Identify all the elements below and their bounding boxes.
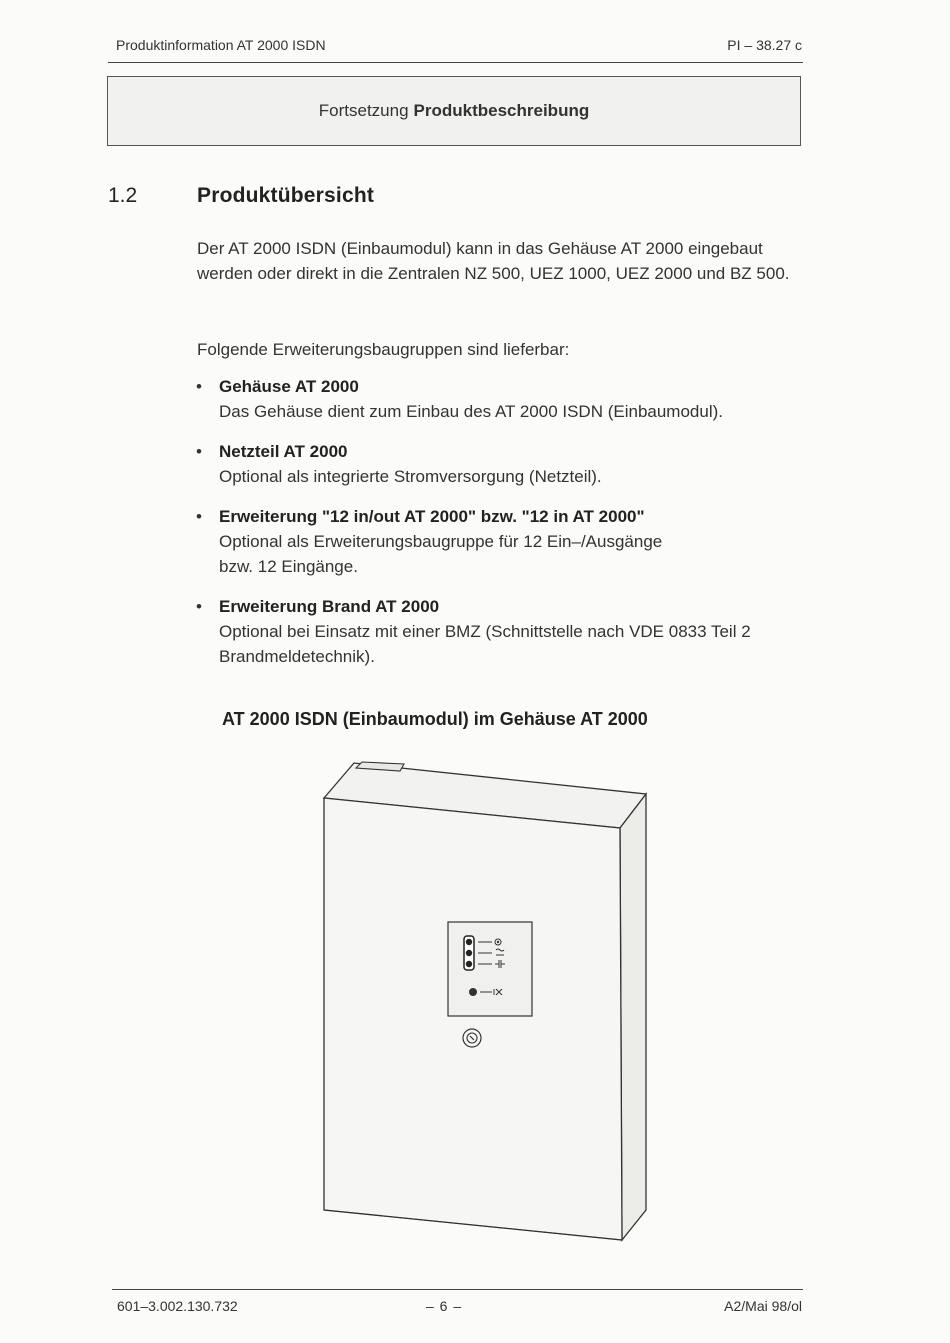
list-item bbox=[195, 374, 815, 424]
list-intro: Folgende Erweiterungsbaugruppen sind lieferbar: bbox=[197, 340, 570, 359]
header-doc-number: PI – 38.27 c bbox=[727, 37, 802, 53]
item-title: Erweiterung Brand AT 2000 bbox=[219, 597, 440, 616]
indicator-panel bbox=[448, 922, 532, 1016]
item-description: Optional als Erweiterungsbaugruppe für 12 Ein–/Ausgänge bzw. 12 Eingänge. bbox=[219, 532, 663, 576]
item-title: Netzteil AT 2000 bbox=[219, 442, 348, 461]
section-number: 1.2 bbox=[108, 184, 138, 207]
bullet-icon: • bbox=[196, 507, 202, 526]
footer-page-number: – 6 – bbox=[426, 1298, 463, 1314]
item-description: Optional bei Einsatz mit einer BMZ (Schnittstelle nach VDE 0833 Teil 2 Brandmeldetechnik). bbox=[219, 622, 751, 666]
header-divider bbox=[108, 62, 803, 63]
list-item bbox=[195, 504, 815, 579]
figure-caption: AT 2000 ISDN (Einbaumodul) im Gehäuse AT 2000 bbox=[222, 709, 648, 729]
led-indicator bbox=[466, 939, 472, 945]
led-indicator bbox=[466, 961, 472, 967]
continuation-banner bbox=[107, 76, 801, 146]
intro-paragraph: Der AT 2000 ISDN (Einbaumodul) kann in das Gehäuse AT 2000 eingebaut werden oder direkt in die Zentralen NZ 500, UEZ 1000, UEZ 2000 und BZ 500. bbox=[197, 239, 790, 283]
list-item bbox=[195, 594, 815, 669]
banner-title: Produktbeschreibung bbox=[413, 101, 590, 120]
item-description: Optional als integrierte Stromversorgung (Netzteil). bbox=[219, 467, 602, 486]
housing-side-face bbox=[620, 794, 646, 1240]
list-item bbox=[195, 439, 815, 489]
header-doc-title: Produktinformation AT 2000 ISDN bbox=[116, 37, 326, 53]
led-indicator bbox=[466, 950, 472, 956]
module-list bbox=[195, 374, 815, 669]
banner-prefix: Fortsetzung bbox=[318, 101, 409, 120]
housing-illustration bbox=[318, 758, 658, 1248]
footer-divider bbox=[112, 1289, 803, 1290]
item-description: Das Gehäuse dient zum Einbau des AT 2000 ISDN (Einbaumodul). bbox=[219, 402, 723, 421]
item-title: Gehäuse AT 2000 bbox=[219, 377, 359, 396]
housing-front-face bbox=[324, 798, 622, 1240]
bullet-icon: • bbox=[196, 377, 202, 396]
section-title: Produktübersicht bbox=[197, 184, 375, 207]
bullet-icon: • bbox=[196, 597, 202, 616]
fault-led bbox=[469, 988, 477, 996]
bullet-icon: • bbox=[196, 442, 202, 461]
footer-revision: A2/Mai 98/ol bbox=[724, 1298, 802, 1314]
item-title: Erweiterung "12 in/out AT 2000" bzw. "12 in AT 2000" bbox=[219, 507, 645, 526]
footer-doc-code: 601–3.002.130.732 bbox=[117, 1298, 238, 1314]
